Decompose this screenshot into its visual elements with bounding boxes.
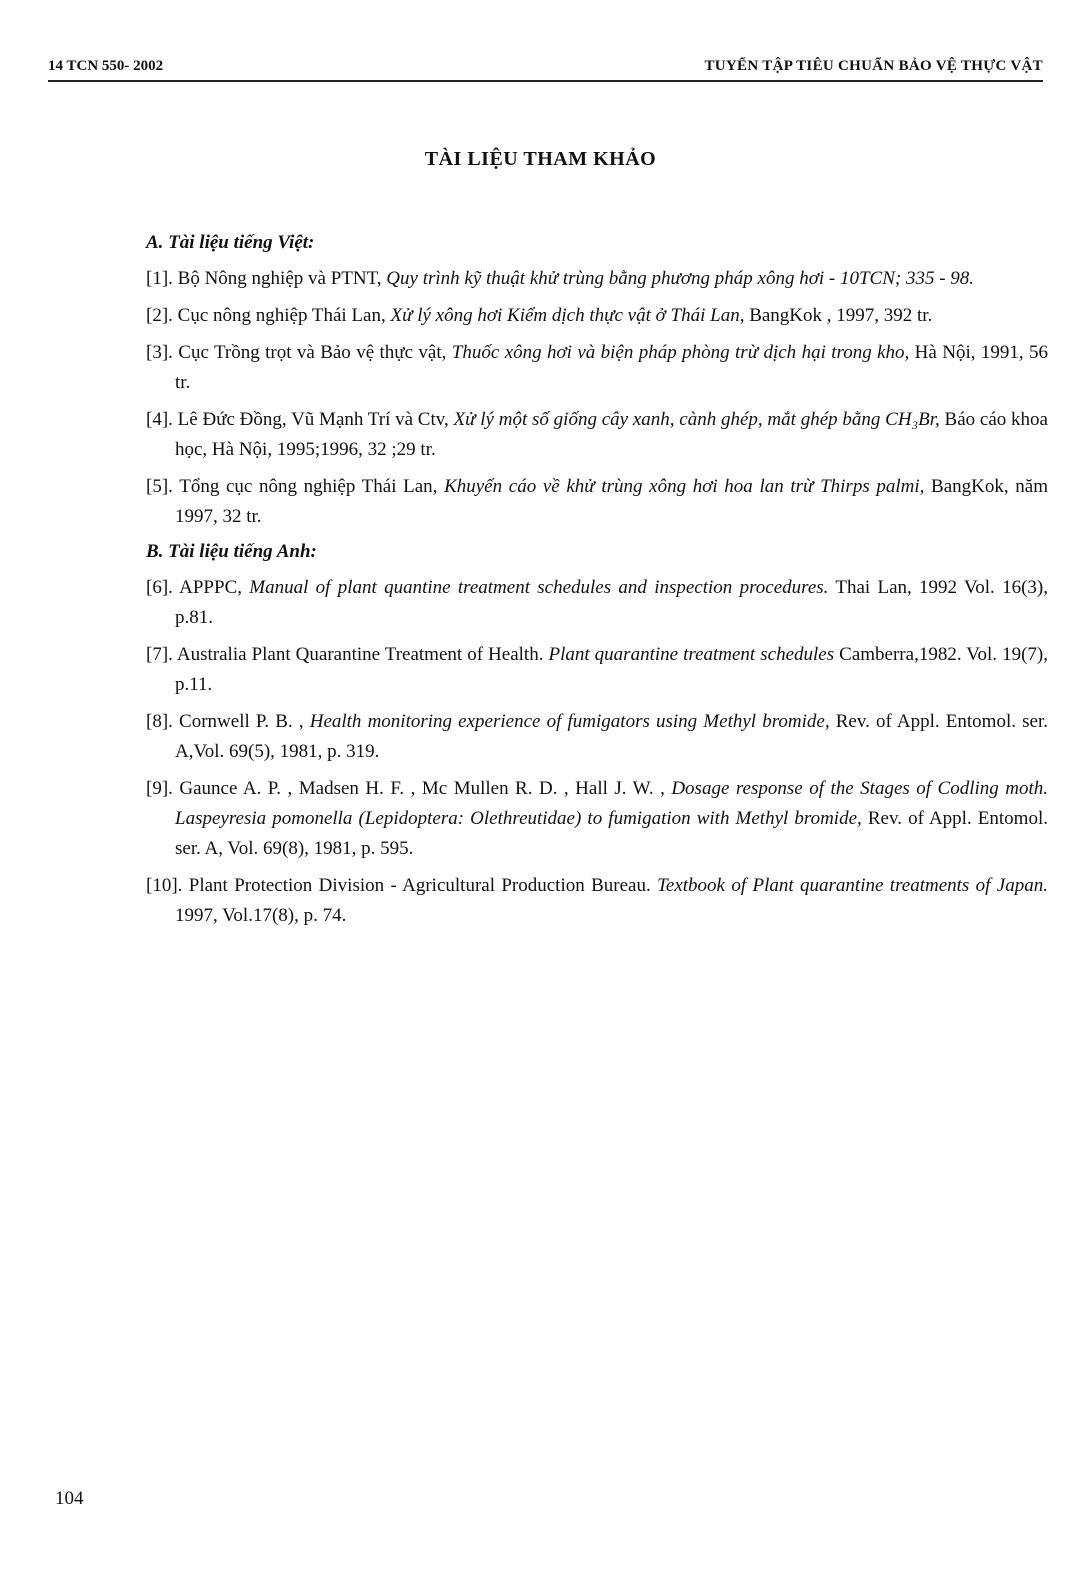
header-collection-title: TUYỂN TẬP TIÊU CHUẨN BẢO VỆ THỰC VẬT bbox=[704, 58, 1043, 74]
reference-item bbox=[146, 301, 1048, 331]
reference-text: [10]. Plant Protection Division - Agricultural Production Bureau. bbox=[146, 875, 658, 896]
reference-title: Manual of plant quantine treatment schedules and inspection procedures. bbox=[249, 577, 829, 598]
reference-item bbox=[146, 338, 1048, 398]
reference-text: Rev. of Appl. Entomol. ser. A,Vol. 69(5), 1981, p. 319. bbox=[175, 711, 1048, 762]
reference-item bbox=[146, 774, 1048, 864]
reference-title: Plant quarantine treatment schedules bbox=[548, 644, 835, 665]
reference-text: BangKok , 1997, 392 tr. bbox=[744, 305, 933, 326]
reference-title: Thuốc xông hơi và biện pháp phòng trừ dịch hại trong kho, bbox=[451, 342, 910, 363]
reference-text: Hà Nội, 1991, 56 tr. bbox=[175, 342, 1049, 393]
reference-item bbox=[146, 573, 1048, 633]
reference-text: [5]. Tổng cục nông nghiệp Thái Lan, bbox=[146, 476, 445, 497]
reference-text: [2]. Cục nông nghiệp Thái Lan, bbox=[146, 305, 391, 326]
reference-title: Health monitoring experience of fumigators using Methyl bromide, bbox=[309, 711, 830, 732]
reference-title: Xử lý xông hơi Kiểm dịch thực vật ở Thái Lan, bbox=[390, 305, 745, 326]
running-header bbox=[48, 56, 1043, 82]
reference-title: Textbook of Plant quarantine treatments of Japan. bbox=[657, 875, 1048, 896]
reference-item bbox=[146, 472, 1048, 532]
reference-text: Rev. of Appl. Entomol. ser. A, Vol. 69(8), 1981, p. 595. bbox=[175, 808, 1048, 859]
reference-item bbox=[146, 707, 1048, 767]
references-body bbox=[146, 228, 1048, 938]
section-heading: B. Tài liệu tiếng Anh: bbox=[146, 541, 317, 562]
reference-title: Dosage response of the Stages of Codling moth. Laspeyresia pomonella (Lepidoptera: Olethreutidae) to fumigation with Methyl bromide, bbox=[175, 778, 1048, 829]
reference-text: [7]. Australia Plant Quarantine Treatment of Health. bbox=[146, 644, 549, 665]
section-heading: A. Tài liệu tiếng Việt: bbox=[146, 232, 315, 253]
reference-text: Báo cáo khoa học, Hà Nội, 1995;1996, 32 ;29 tr. bbox=[175, 409, 1048, 460]
reference-text: Camberra,1982. Vol. 19(7), p.11. bbox=[175, 644, 1048, 695]
reference-text: [3]. Cục Trồng trọt và Bảo vệ thực vật, bbox=[146, 342, 452, 363]
page-title: TÀI LIỆU THAM KHẢO bbox=[424, 148, 657, 170]
reference-text: [4]. Lê Đức Đồng, Vũ Mạnh Trí và Ctv, bbox=[146, 409, 454, 430]
reference-title: Khuyến cáo về khử trùng xông hơi hoa lan trừ Thirps palmi, bbox=[444, 476, 925, 497]
reference-title: Xử lý một số giống cây xanh, cành ghép, mắt ghép bằng CH₃Br, bbox=[453, 409, 940, 430]
page-number: 104 bbox=[55, 1488, 84, 1509]
reference-item bbox=[146, 405, 1048, 465]
reference-text: Thai Lan, 1992 Vol. 16(3), p.81. bbox=[175, 577, 1048, 628]
reference-text: [8]. Cornwell P. B. , bbox=[146, 711, 310, 732]
header-standard-code: 14 TCN 550- 2002 bbox=[48, 58, 164, 74]
reference-item bbox=[146, 871, 1048, 931]
reference-item bbox=[146, 640, 1048, 700]
reference-text: BangKok, năm 1997, 32 tr. bbox=[175, 476, 1048, 527]
reference-text: [6]. APPPC, bbox=[146, 577, 250, 598]
reference-text: 1997, Vol.17(8), p. 74. bbox=[175, 905, 347, 926]
reference-title: Quy trình kỹ thuật khử trùng bằng phương pháp xông hơi - 10TCN; 335 - 98. bbox=[386, 268, 975, 289]
reference-item bbox=[146, 264, 1048, 294]
reference-text: [1]. Bộ Nông nghiệp và PTNT, bbox=[146, 268, 387, 289]
reference-text: [9]. Gaunce A. P. , Madsen H. F. , Mc Mullen R. D. , Hall J. W. , bbox=[146, 778, 672, 799]
